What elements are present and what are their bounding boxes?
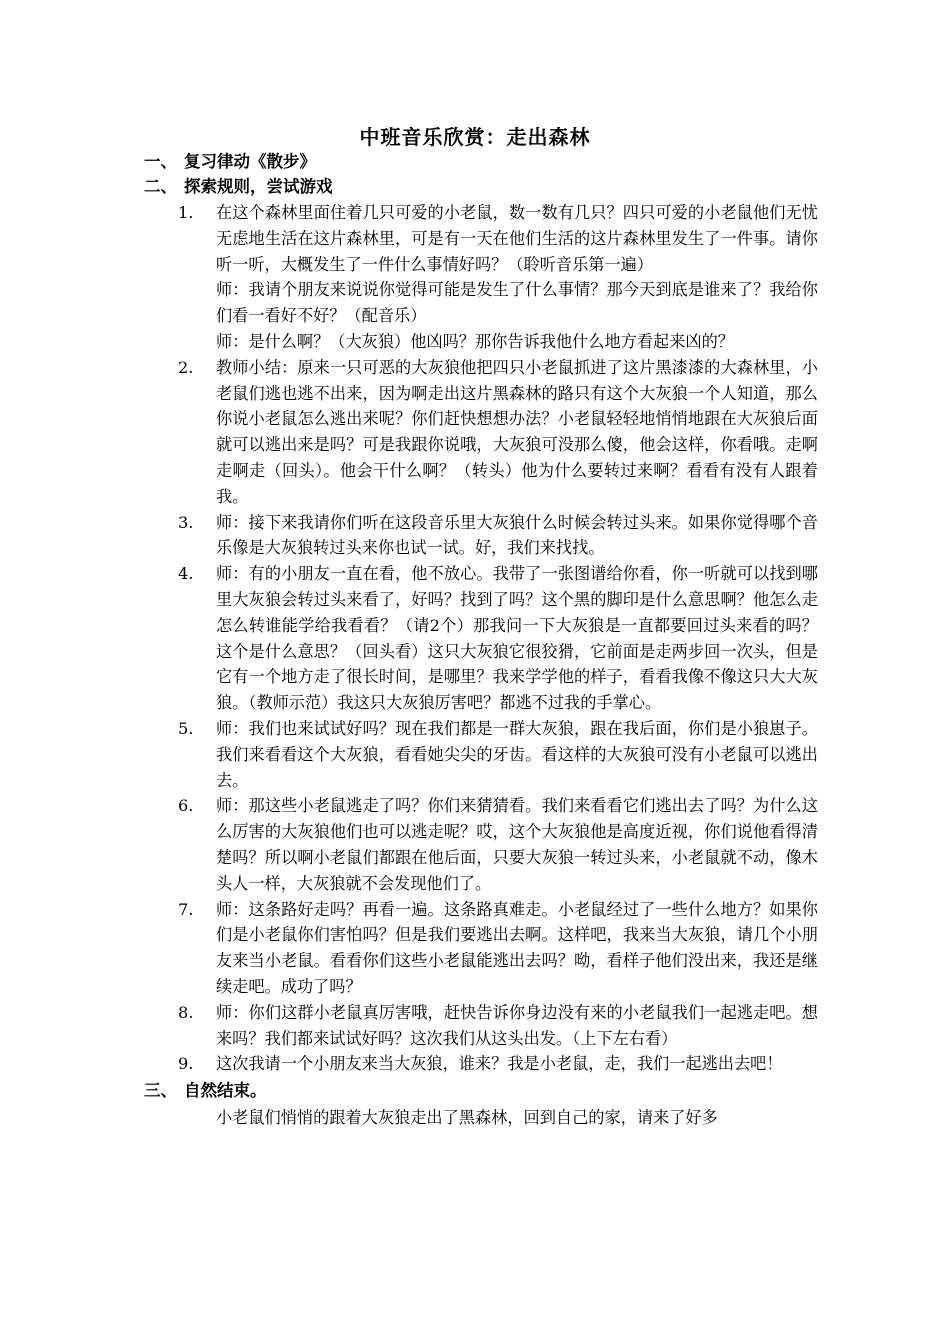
list-item [178,561,818,716]
item-number: 5. [178,718,194,738]
section-title: 自然结束。 [184,1081,267,1100]
item-number: 1. [178,203,194,222]
section-heading-3 [144,1079,267,1103]
list-item [178,1051,818,1077]
section-heading-2 [144,175,333,199]
item-number: 8. [178,1002,194,1022]
list-item [178,793,818,896]
item-paragraph: 这次我请一个小朋友来当大灰狼，谁来？我是小老鼠，走，我们一起逃出去吧！ [216,1054,783,1074]
item-number: 6. [178,796,194,816]
activity-list [178,200,818,1077]
item-paragraph: 在这个森林里面住着几只可爱的小老鼠，数一数有几只？四只可爱的小老鼠他们无忧无虑地生活在这片森林里，可是有一天在他们生活的这片森林里发生了一件事。请你听一听，大概发生了一件什么事情好吗？（聆听音乐第一遍） [216,203,818,274]
list-item [178,716,818,793]
list-item [178,355,818,510]
section-number: 二、 [144,177,177,196]
section-number: 三、 [144,1081,177,1100]
page-title: 中班音乐欣赏：走出森林 [359,125,591,149]
item-paragraph: 师：那这些小老鼠逃走了吗？你们来猜猜看。我们来看看它们逃出去了吗？为什么这么厉害的大灰狼他们也可以逃走呢？哎，这个大灰狼他是高度近视，你们说他看得清楚吗？所以啊小老鼠们都跟在他后面，只要大灰狼一转过头来，小老鼠就不动，像木头人一样，大灰狼就不会发现他们了。 [216,796,818,893]
item-number: 7. [178,899,194,919]
item-paragraph: 师：这条路好走吗？再看一遍。这条路真难走。小老鼠经过了一些什么地方？如果你们是小老鼠你们害怕吗？但是我们要逃出去啊。这样吧，我来当大灰狼，请几个小朋友来当小老鼠。看看你们这些小老鼠能逃出去吗？呦，看样子他们没出来，我还是继续走吧。成功了吗？ [216,899,818,996]
item-paragraph: 师：你们这群小老鼠真厉害哦，赶快告诉你身边没有来的小老鼠我们一起逃走吧。想来吗？我们都来试试好吗？这次我们从这头出发。（上下左右看） [216,1002,818,1048]
item-number: 4. [178,564,194,584]
item-paragraph: 师：是什么啊？（大灰狼）他凶吗？那你告诉我他什么地方看起来凶的？ [216,331,734,351]
item-number: 2. [178,357,194,377]
section-number: 一、 [144,152,177,171]
item-paragraph: 教师小结：原来一只可恶的大灰狼他把四只小老鼠抓进了这片黑漆漆的大森林里，小老鼠们逃也逃不出来，因为啊走出这片黑森林的路只有这个大灰狼一个人知道，那么你说小老鼠怎么逃出来呢？你们赶快想想办法？小老鼠轻轻地悄悄地跟在大灰狼后面就可以逃出来是吗？可是我跟你说哦，大灰狼可没那么傻，他会这样，你看哦。走啊走啊走（回头）。他会干什么啊？（转头）他为什么要转过来啊？看看有没有人跟着我。 [216,357,818,506]
item-number: 9. [178,1054,194,1074]
item-number: 3. [178,512,194,532]
list-item [178,510,818,562]
section-title: 复习律动《散步》 [184,152,316,171]
section-title: 探索规则，尝试游戏 [184,177,333,196]
item-paragraph: 师：我请个朋友来说说你觉得可能是发生了什么事情？那今天到底是谁来了？我给你们看一看好不好？（配音乐） [216,280,818,326]
item-paragraph: 师：我们也来试试好吗？现在我们都是一群大灰狼，跟在我后面，你们是小狼崽子。我们来看看这个大灰狼，看看她尖尖的牙齿。看这样的大灰狼可没有小老鼠可以逃出去。 [216,718,818,790]
section-heading-1 [144,150,316,174]
item-paragraph: 师：接下来我请你们听在这段音乐里大灰狼什么时候会转过头来。如果你觉得哪个音乐像是大灰狼转过头来你也试一试。好，我们来找找。 [216,512,818,558]
closing-paragraph: 小老鼠们悄悄的跟着大灰狼走出了黑森林，回到自己的家，请来了好多 [216,1108,718,1127]
list-item [178,1000,818,1052]
list-item [178,897,818,1000]
list-item [178,200,818,355]
item-paragraph: 师：有的小朋友一直在看，他不放心。我带了一张图谱给你看，你一听就可以找到哪里大灰狼会转过头来看了，好吗？找到了吗？这个黑的脚印是什么意思啊？他怎么走怎么转谁能学给我看看？（请2个）那我问一下大灰狼是一直都要回过头来看的吗？这个是什么意思？（回头看）这只大灰狼它很狡猾，它前面是走两步回一次头，但是它有一个地方走了很长时间，是哪里？我来学学他的样子，看看我像不像这只大大灰狼。（教师示范）我这只大灰狼厉害吧？都逃不过我的手掌心。 [216,564,818,713]
